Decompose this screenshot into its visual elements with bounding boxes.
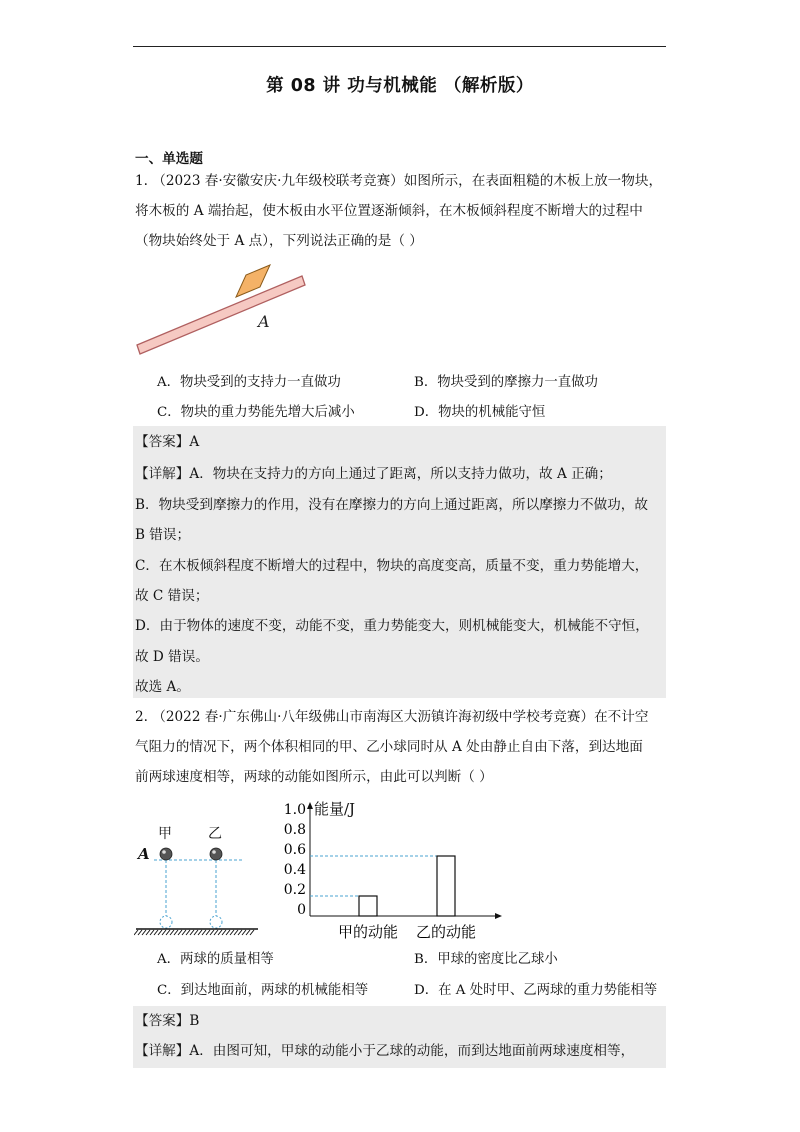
q1-analysis-line: C．在木板倾斜程度不断增大的过程中，物块的高度变高，质量不变，重力势能增大， <box>135 558 649 574</box>
q1-analysis-line: B 错误； <box>135 527 191 543</box>
y-tick-label: 0.2 <box>283 882 306 898</box>
y-tick-label: 0.6 <box>283 842 306 858</box>
y-tick-label: 1.0 <box>283 802 306 818</box>
q2-option-a: A．两球的质量相等 <box>157 952 274 967</box>
page-title: 第 08 讲 功与机械能 （解析版） <box>266 76 534 96</box>
q1-analysis-line: 【详解】A．物块在支持力的方向上通过了距离，所以支持力做功，故 A 正确； <box>135 466 612 482</box>
q1-analysis-line: 故选 A。 <box>135 679 190 695</box>
q2-option-b: B．甲球的密度比乙球小 <box>414 952 558 967</box>
q1-analysis-line: 故 D 错误。 <box>135 649 209 665</box>
point-a-label: A <box>258 312 270 331</box>
ball-yi <box>210 848 222 860</box>
ball-yi-label: 乙 <box>208 826 222 842</box>
wooden-board <box>137 276 305 354</box>
category-label: 乙的动能 <box>415 923 477 941</box>
y-axis-arrow <box>307 802 313 809</box>
q2-stem-line: 前两球速度相等，两球的动能如图所示，由此可以判断（ ） <box>135 769 493 785</box>
x-axis-arrow <box>495 913 502 919</box>
q2-analysis-line: 【详解】A．由图可知，甲球的动能小于乙球的动能，而到达地面前两球速度相等， <box>135 1043 635 1059</box>
q2-answer: 【答案】B <box>135 1013 200 1029</box>
chart-ylabel: 能量/J <box>314 800 356 818</box>
q2-stem-line: 气阻力的情况下，两个体积相同的甲、乙小球同时从 A 处由静止自由下落，到达地面 <box>135 739 643 755</box>
height-a-label: A <box>138 845 150 863</box>
bar-0 <box>359 896 377 916</box>
ball-jia-label: 甲 <box>158 826 172 842</box>
q1-option-b: B．物块受到的摩擦力一直做功 <box>414 375 598 390</box>
q1-stem-line: 将木板的 A 端抬起，使木板由水平位置逐渐倾斜，在木板倾斜程度不断增大的过程中 <box>135 203 643 219</box>
y-tick-label: 0.4 <box>283 862 306 878</box>
q1-analysis-line: B．物块受到摩擦力的作用，没有在摩擦力的方向上通过距离，所以摩擦力不做功，故 <box>135 497 648 513</box>
q1-analysis-line: 故 C 错误； <box>135 588 209 604</box>
q1-stem-line: 1. （2023 春·安徽安庆·九年级校联考竞赛）如图所示，在表面粗糙的木板上放一物块， <box>135 173 663 189</box>
ball-jia <box>160 848 172 860</box>
q2-figure-falling-balls <box>134 818 274 943</box>
q2-option-d: D．在 A 处时甲、乙两球的重力势能相等 <box>414 983 658 998</box>
category-label: 甲的动能 <box>337 923 399 941</box>
energy-bar-chart <box>276 796 506 946</box>
header-rule <box>133 46 666 47</box>
q1-option-d: D．物块的机械能守恒 <box>414 405 546 420</box>
section-heading: 一、单选题 <box>135 151 203 167</box>
y-tick-label: 0 <box>297 902 306 918</box>
bar-1 <box>437 856 455 916</box>
q1-option-a: A．物块受到的支持力一直做功 <box>157 375 341 390</box>
q1-answer: 【答案】A <box>135 434 200 450</box>
q2-stem-line: 2. （2022 春·广东佛山·八年级佛山市南海区大沥镇许海初级中学校考竞赛）在不计空 <box>135 709 649 725</box>
y-tick-label: 0.8 <box>283 822 306 838</box>
q1-stem-line: （物块始终处于 A 点），下列说法正确的是（ ） <box>135 233 423 249</box>
q1-option-c: C．物块的重力势能先增大后减小 <box>157 405 355 420</box>
q1-figure-incline <box>130 255 320 365</box>
q1-analysis-line: D．由于物体的速度不变，动能不变，重力势能变大，则机械能变大，机械能不守恒， <box>135 618 649 634</box>
q2-option-c: C．到达地面前，两球的机械能相等 <box>157 983 369 998</box>
